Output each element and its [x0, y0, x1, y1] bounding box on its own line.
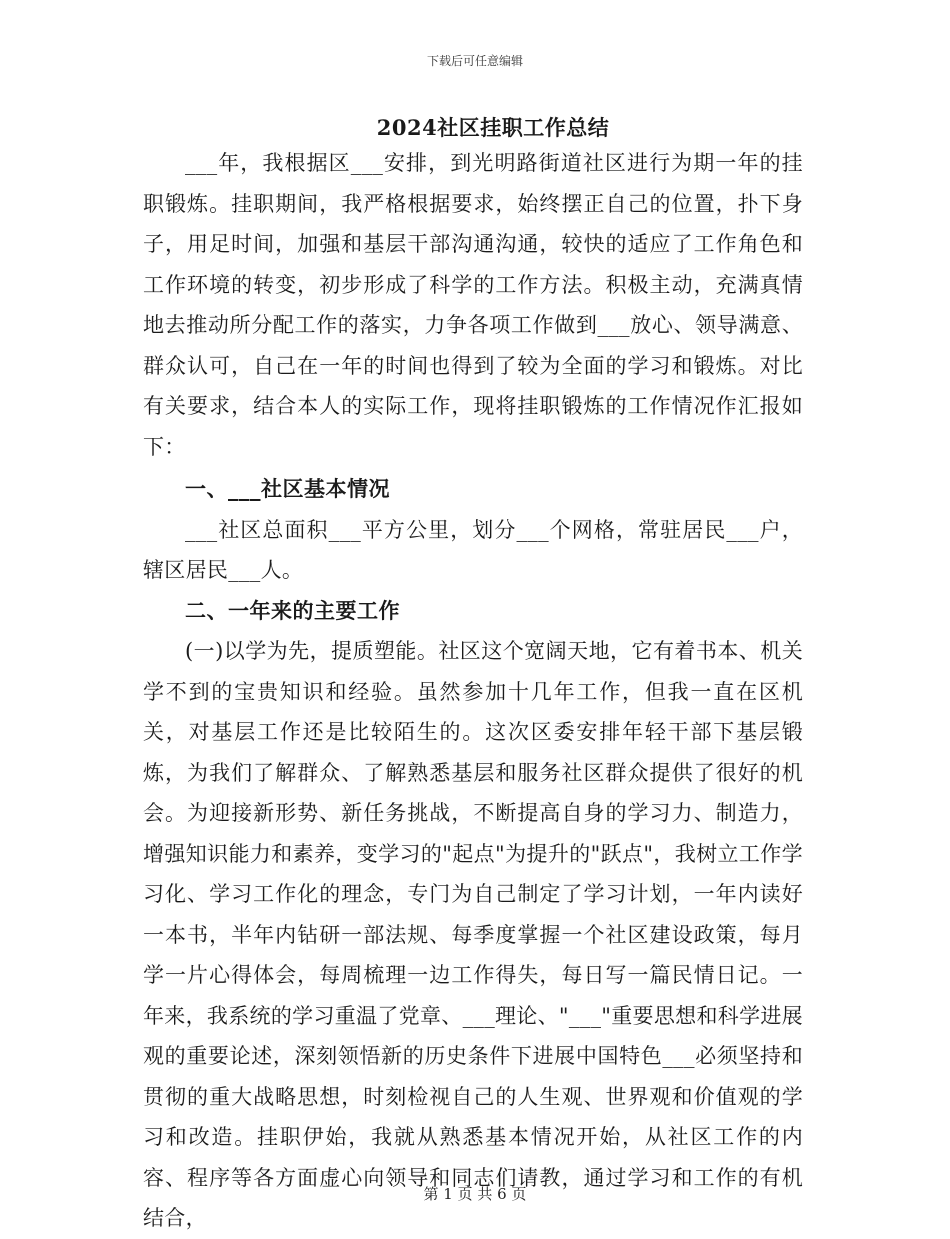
section-heading-basic-info: 一、___社区基本情况	[185, 476, 390, 501]
page-number: 第 1 页 共 6 页	[423, 1185, 527, 1203]
section-body-basic-info: ___社区总面积___平方公里，划分___个网格，常驻居民___户，辖区居民___人。	[143, 517, 803, 582]
page-header-note: 下载后可任意编辑	[426, 54, 523, 68]
section-body-main-work: (一)以学为先，提质塑能。社区这个宽阔天地，它有着书本、机关学不到的宝贵知识和经验。虽然参加十几年工作，但我一直在区机关，对基层工作还是比较陌生的。这次区委安排年轻干部下基层锻炼，为我们了解群众、了解熟悉基层和服务社区群众提供了很好的机会。为迎接新形势、新任务挑战，不断提高自身的学习力、制造力，增强知识能力和素养，变学习的"起点"为提升的"跃点"，我树立工作学习化、学习工作化的理念，专门为自己制定了学习计划，一年内读好一本书，半年内钻研一部法规、每季度掌握一个社区建设政策，每月学一片心得体会，每周梳理一边工作得失，每日写一篇民情日记。一年来，我系统的学习重温了党章、___理论、"___"重要思想和科学进展观的重要论述，深刻领悟新的历史条件下进展中国特色___必须坚持和贯彻的重大战略思想，时刻检视自己的人生观、世界观和价值观的学习和改造。挂职伊始，我就从熟悉基本情况开始，从社区工作的内容、程序等各方面虚心向领导和同志们请教，通过学习和工作的有机结合，	[143, 639, 803, 1230]
document-body	[143, 113, 803, 1239]
section-heading-main-work: 二、一年来的主要工作	[185, 597, 400, 623]
document-title: 2024社区挂职工作总结	[376, 115, 610, 140]
intro-paragraph: ___年，我根据区___安排，到光明路街道社区进行为期一年的挂职锻炼。挂职期间，我严格根据要求，始终摆正自己的位置，扑下身子，用足时间，加强和基层干部沟通沟通，较快的适应了工作角色和工作环境的转变，初步形成了科学的工作方法。积极主动，充满真情地去推动所分配工作的落实，力争各项工作做到___放心、领导满意、群众认可，自己在一年的时间也得到了较为全面的学习和锻炼。对比有关要求，结合本人的实际工作，现将挂职锻炼的工作情况作汇报如下：	[143, 151, 803, 459]
